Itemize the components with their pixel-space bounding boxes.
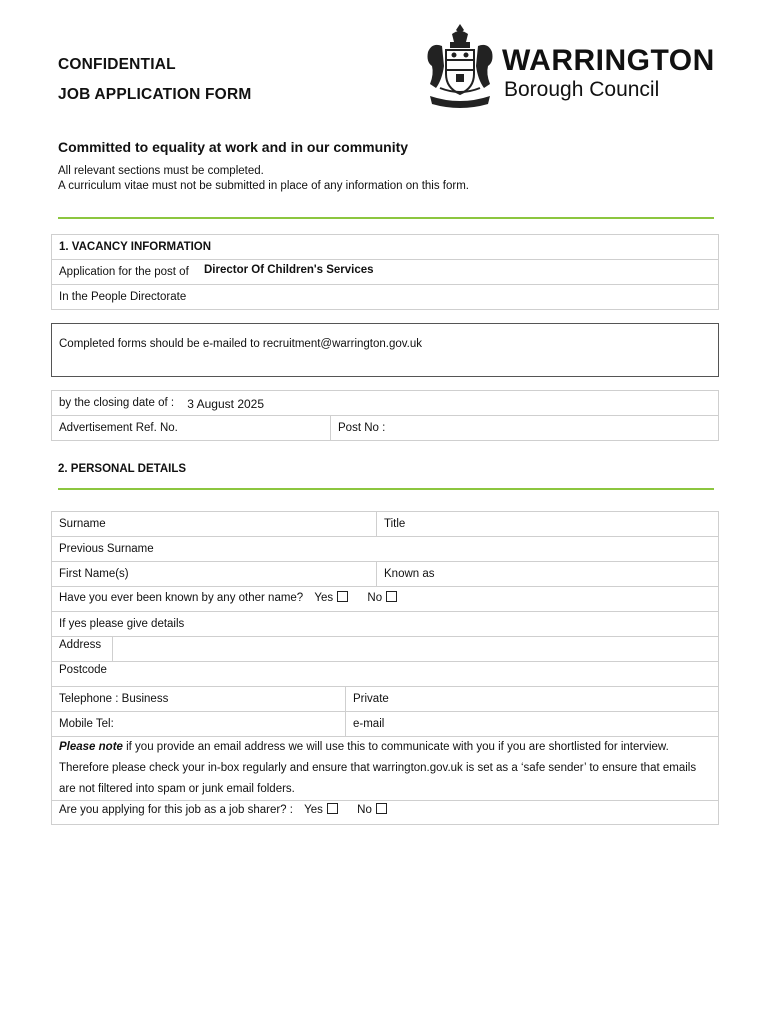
job-share-question: Are you applying for this job as a job sharer? : — [59, 804, 293, 816]
closing-row — [51, 390, 719, 416]
form-title: JOB APPLICATION FORM — [58, 86, 252, 103]
vacancy-table — [51, 234, 719, 310]
job-share-yes-label: Yes — [304, 804, 323, 816]
known-as-field[interactable]: Known as — [376, 561, 719, 587]
postcode-field[interactable]: Postcode — [51, 661, 719, 687]
previous-surname-field[interactable]: Previous Surname — [51, 536, 719, 562]
post-row — [51, 259, 719, 285]
ad-ref-field[interactable]: Advertisement Ref. No. — [51, 415, 331, 441]
closing-date[interactable]: 3 August 2025 — [187, 397, 265, 411]
other-name-no-checkbox[interactable] — [386, 591, 397, 602]
confidential-label: CONFIDENTIAL — [58, 56, 176, 73]
post-value[interactable]: Director Of Children's Services — [203, 264, 374, 276]
section-divider-2 — [58, 488, 714, 490]
council-logo — [424, 22, 744, 112]
tel-private-field[interactable]: Private — [345, 686, 719, 712]
tel-business-field[interactable]: Telephone : Business — [51, 686, 346, 712]
directorate-text: In the People Directorate — [51, 284, 719, 310]
email-note: Completed forms should be e-mailed to recruitment@warrington.gov.uk — [59, 338, 423, 350]
mobile-field[interactable]: Mobile Tel: — [51, 711, 346, 737]
intro-line-2: A curriculum vitae must not be submitted in place of any information on this form. — [58, 180, 469, 192]
email-note-box — [51, 323, 719, 377]
job-share-row — [51, 800, 719, 825]
surname-field[interactable]: Surname — [51, 511, 377, 537]
address-input[interactable] — [112, 636, 719, 662]
coat-of-arms-icon — [424, 22, 496, 110]
other-name-yes-checkbox[interactable] — [337, 591, 348, 602]
post-no-field[interactable]: Post No : — [330, 415, 719, 441]
other-name-details-field[interactable]: If yes please give details — [51, 611, 719, 637]
closing-table — [51, 390, 719, 441]
section-divider — [58, 217, 714, 219]
intro-heading: Committed to equality at work and in our community — [58, 139, 409, 155]
logo-wordmark: WARRINGTON — [502, 44, 715, 77]
job-share-no-label: No — [357, 804, 372, 816]
job-share-no-checkbox[interactable] — [376, 803, 387, 814]
post-label: Application for the post of — [59, 266, 189, 278]
address-label: Address — [51, 636, 113, 662]
other-name-row — [51, 586, 719, 612]
closing-label: by the closing date of : — [59, 397, 175, 409]
email-notice — [51, 736, 719, 801]
please-note-label: Please note — [59, 741, 123, 753]
first-names-field[interactable]: First Name(s) — [51, 561, 377, 587]
personal-table — [51, 511, 719, 825]
other-name-question: Have you ever been known by any other name? — [59, 592, 304, 604]
title-field[interactable]: Title — [376, 511, 719, 537]
other-name-no-label: No — [367, 592, 383, 604]
vacancy-section-title: 1. VACANCY INFORMATION — [51, 234, 719, 260]
logo-subtitle: Borough Council — [504, 78, 660, 101]
other-name-yes-label: Yes — [314, 592, 334, 604]
intro-line-1: All relevant sections must be completed. — [58, 165, 264, 177]
please-note-text: if you provide an email address we will use this to communicate with you if you are shortlisted for interview. Therefore please check your in-box regularly and ensure that warrington.gov.uk is set as a ‘safe sender’ to ensure that emails are not filtered into spam or junk email folders. — [59, 741, 697, 795]
job-share-yes-checkbox[interactable] — [327, 803, 338, 814]
personal-section-title: 2. PERSONAL DETAILS — [58, 463, 187, 475]
email-field[interactable]: e-mail — [345, 711, 719, 737]
